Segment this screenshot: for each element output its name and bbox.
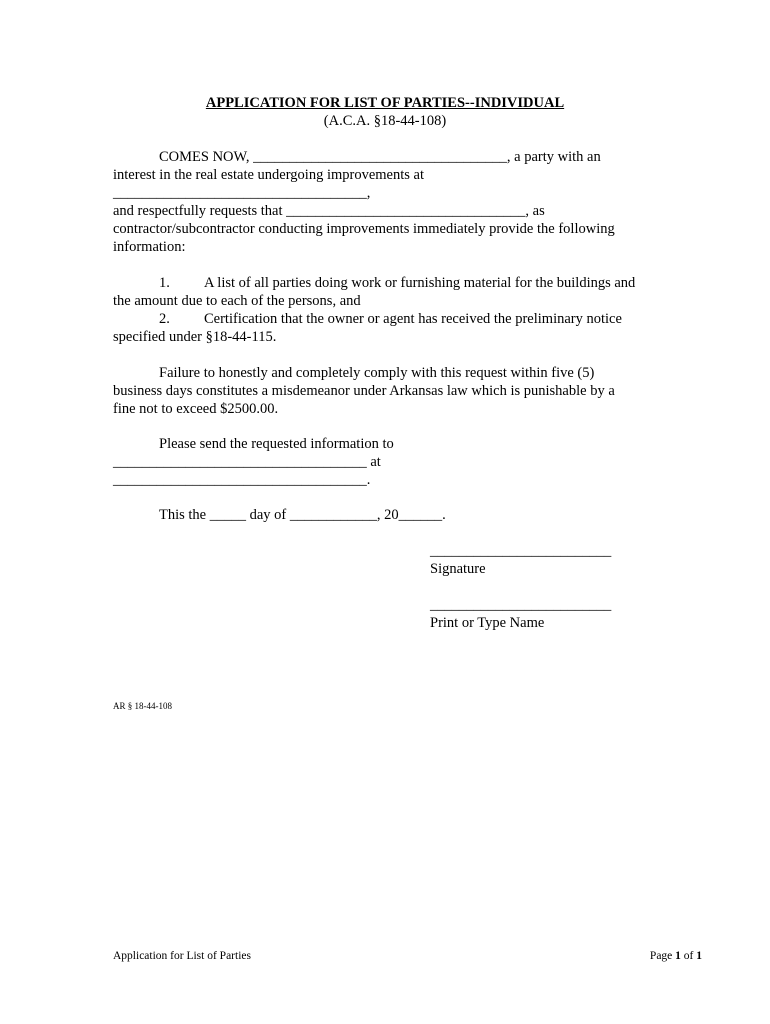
- printed-name-blank: _________________________: [430, 597, 612, 613]
- recipient-blank: ___________________________________ at: [113, 454, 381, 470]
- item-1-continuation: the amount due to each of the persons, and: [113, 293, 361, 309]
- send-info-line: Please send the requested information to: [159, 436, 394, 452]
- item-2-number: 2.: [159, 311, 170, 327]
- page-prefix: Page: [649, 950, 676, 962]
- interest-line: interest in the real estate undergoing improvements at: [113, 167, 424, 183]
- date-line: This the _____ day of ____________, 20______.: [159, 507, 446, 523]
- property-address-blank: ___________________________________,: [113, 185, 371, 201]
- failure-line-1: Failure to honestly and completely comply with this request within five (5): [159, 365, 595, 381]
- statute-citation: (A.C.A. §18-44-108): [323, 113, 447, 129]
- information-line: information:: [113, 239, 186, 255]
- document-title: APPLICATION FOR LIST OF PARTIES--INDIVIDUAL: [205, 95, 565, 111]
- comes-now-line: COMES NOW, ___________________________________, a party with an: [159, 149, 601, 165]
- failure-line-3: fine not to exceed $2500.00.: [113, 401, 279, 417]
- contractor-line: contractor/subcontractor conducting improvements immediately provide the following: [113, 221, 615, 237]
- item-1-text: A list of all parties doing work or furnishing material for the buildings and: [204, 275, 636, 291]
- item-2-continuation: specified under §18-44-115.: [113, 329, 277, 345]
- recipient-address-blank: ___________________________________.: [113, 472, 371, 488]
- page-number: [650, 949, 702, 963]
- form-code: AR § 18-44-108: [113, 701, 172, 711]
- page-current: 1: [675, 950, 681, 962]
- failure-line-2: business days constitutes a misdemeanor under Arkansas law which is punishable by a: [113, 383, 615, 399]
- item-2-text: Certification that the owner or agent has received the preliminary notice: [204, 311, 622, 327]
- page-of: of: [680, 950, 697, 962]
- item-1-number: 1.: [159, 275, 170, 291]
- signature-label: Signature: [430, 561, 486, 577]
- signature-blank: _________________________: [430, 543, 612, 559]
- printed-name-label: Print or Type Name: [430, 615, 545, 631]
- request-line: and respectfully requests that _________________________________, as: [113, 203, 545, 219]
- footer-title: Application for List of Parties: [113, 950, 251, 962]
- page-total: 1: [696, 950, 702, 962]
